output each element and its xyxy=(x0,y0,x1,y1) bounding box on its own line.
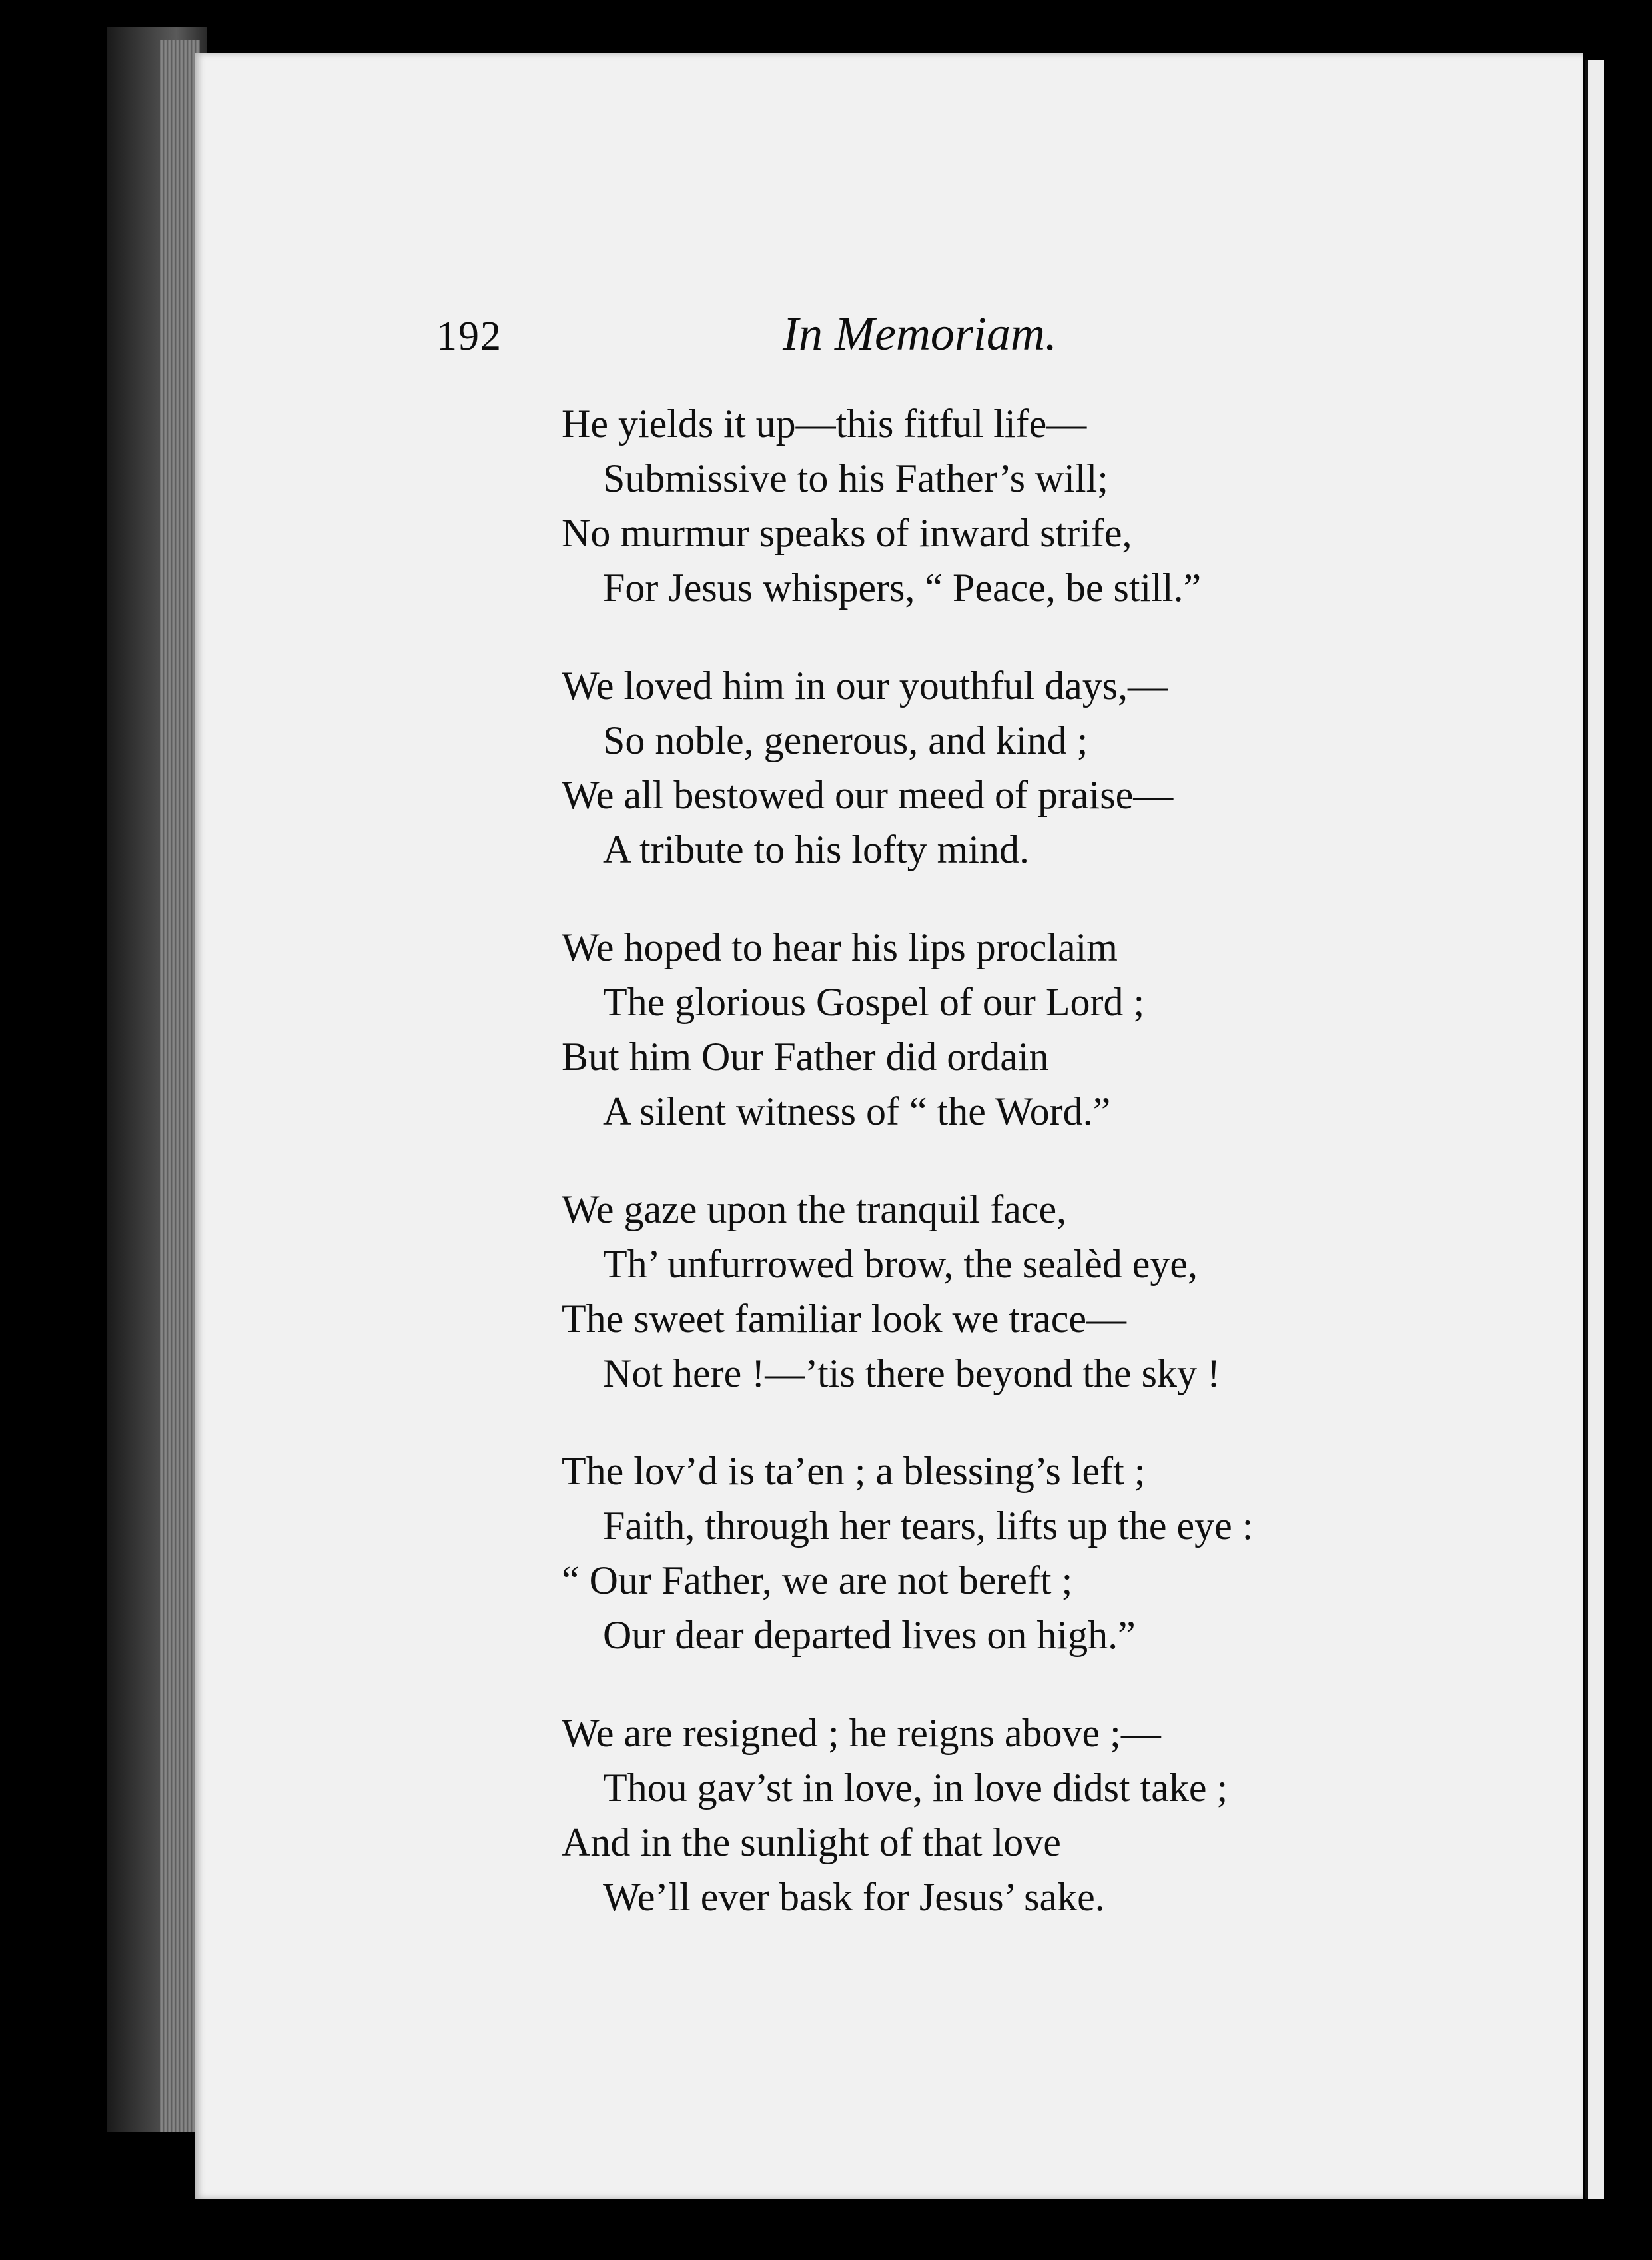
poem-line: So noble, generous, and kind ; xyxy=(603,718,1088,762)
poem-line: We hoped to hear his lips proclaim xyxy=(562,925,1118,969)
poem-line: No murmur speaks of inward strife, xyxy=(562,511,1132,555)
stanza-4 xyxy=(562,1182,1428,1401)
poem-line: The glorious Gospel of our Lord ; xyxy=(603,980,1145,1024)
poem-line: The lov’d is ta’en ; a blessing’s left ; xyxy=(562,1449,1146,1493)
poem-line: We are resigned ; he reigns above ;— xyxy=(562,1711,1161,1755)
poem-line: A tribute to his lofty mind. xyxy=(603,828,1029,871)
poem-line: A silent witness of “ the Word.” xyxy=(603,1089,1111,1133)
poem-body xyxy=(562,396,1428,1968)
page-stack-edge xyxy=(160,40,200,2132)
poem-line: Faith, through her tears, lifts up the eye : xyxy=(603,1504,1254,1548)
stanza-5 xyxy=(562,1444,1428,1662)
stanza-3 xyxy=(562,920,1428,1139)
poem-line: We gaze upon the tranquil face, xyxy=(562,1187,1067,1231)
poem-line: We’ll ever bask for Jesus’ sake. xyxy=(603,1875,1105,1919)
poem-line: We loved him in our youthful days,— xyxy=(562,664,1168,708)
poem-line: He yields it up—this fitful life— xyxy=(562,402,1087,446)
poem-line: Submissive to his Father’s will; xyxy=(603,456,1108,500)
stanza-6 xyxy=(562,1706,1428,1924)
poem-line: Thou gav’st in love, in love didst take ; xyxy=(603,1766,1228,1810)
stanza-1 xyxy=(562,396,1428,615)
running-head xyxy=(436,306,1109,366)
poem-line: The sweet familiar look we trace— xyxy=(562,1297,1126,1341)
page-title: In Memoriam. xyxy=(783,307,1057,360)
poem-line: “ Our Father, we are not bereft ; xyxy=(562,1558,1073,1602)
stanza-2 xyxy=(562,658,1428,877)
page-number: 192 xyxy=(436,314,502,359)
poem-line: Not here !—’tis there beyond the sky ! xyxy=(603,1351,1220,1395)
poem-line: But him Our Father did ordain xyxy=(562,1035,1049,1079)
poem-line: And in the sunlight of that love xyxy=(562,1820,1061,1864)
poem-line: Th’ unfurrowed brow, the sealèd eye, xyxy=(603,1242,1198,1286)
poem-line: For Jesus whispers, “ Peace, be still.” xyxy=(603,566,1202,610)
facing-page-edge xyxy=(1585,60,1604,2199)
poem-line: Our dear departed lives on high.” xyxy=(603,1613,1136,1657)
poem-line: We all bestowed our meed of praise— xyxy=(562,773,1174,817)
